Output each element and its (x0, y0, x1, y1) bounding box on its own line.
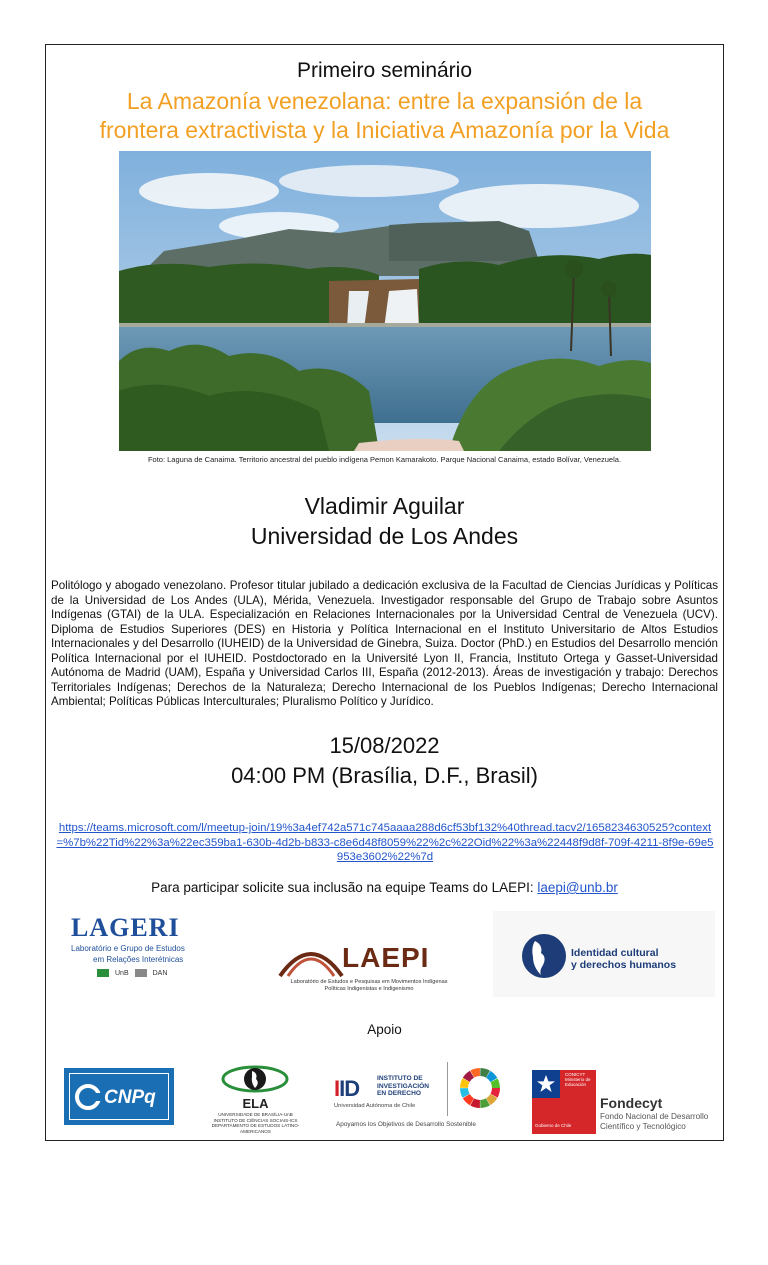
event-time: 04:00 PM (Brasília, D.F., Brasil) (231, 763, 538, 788)
photo-caption: Foto: Laguna de Canaima. Territorio ancestral del pueblo indígena Pemon Kamarakoto. Parque Nacional Canaima, estado Bolívar, Venezuela. (147, 455, 622, 464)
iid-university: Universidad Autónoma de Chile (334, 1103, 416, 1109)
gov-top-label: CONICYT Ministerio de Educación (565, 1072, 591, 1087)
canaima-lagoon-photo (119, 151, 651, 451)
laepi-logo (274, 938, 464, 998)
iid-letter-i: I (334, 1076, 340, 1101)
cnpq-wordmark: CNPq (104, 1087, 156, 1108)
support-heading: Apoio (367, 1022, 402, 1037)
ela-globe-icon (220, 1063, 290, 1095)
teams-meeting-link[interactable]: https://teams.microsoft.com/l/meetup-join/19%3a4ef742a571c745aaaa288d6cf53bf132%40thread.tacv2/1658234630525?context=%7b%22Tid%22%3a%22ec359ba1-630b-4d2b-b833-c8e6d48f8059%22%2c%22Oid%22%3a%22448f9d8f-709f-4211-8f9e-69e5953e3602%22%7d (56, 822, 714, 863)
sdg-wheel-icon (458, 1066, 502, 1110)
iid-name (377, 1075, 429, 1098)
seminar-label: Primeiro seminário (296, 59, 473, 82)
identidad-line2: y derechos humanos (571, 959, 677, 971)
seminar-title-line1: La Amazonía venezolana: entre la expansión de la (126, 88, 643, 114)
ela-subtitle (198, 1112, 313, 1134)
unb-flag-icon (97, 969, 109, 977)
speaker-name: Vladimir Aguilar (304, 493, 465, 519)
iid-name-line3: EN DERECHO (377, 1090, 421, 1097)
event-date: 15/08/2022 (329, 733, 440, 758)
contact-email-link[interactable]: laepi@unb.br (537, 880, 618, 895)
dan-label: DAN (152, 969, 168, 977)
lageri-line2: em Relações Interétnicas (93, 955, 184, 964)
lageri-line1: Laboratório e Grupo de Estudos (71, 944, 185, 953)
gov-red-block-bottom (532, 1098, 596, 1134)
landscape-illustration (119, 151, 651, 451)
laepi-subtitle-line2: Políticas Indigenistas e Indigenismo (324, 986, 414, 992)
poster-frame (45, 44, 724, 1141)
identidad-cultural-logo (493, 911, 715, 997)
ela-subtitle-line3: DEPARTAMENTO DE ESTUDOS LATINO-AMERICANOS (211, 1123, 300, 1134)
ela-logo (198, 1063, 313, 1133)
seminar-title (46, 87, 723, 145)
laepi-subtitle (274, 979, 464, 993)
chile-star-icon (536, 1074, 556, 1094)
lageri-wordmark: LAGERI (71, 913, 180, 942)
iid-name-line1: INSTITUTO DE (377, 1075, 423, 1082)
laepi-subtitle-line1: Laboratório de Estudos e Pesquisas em Movimentos Indígenas (290, 979, 448, 985)
iid-name-line2: INVESTIGACIÓN (377, 1082, 430, 1090)
cnpq-logo (64, 1068, 174, 1125)
fondecyt-subtitle (600, 1112, 708, 1131)
iid-abbreviation (334, 1076, 359, 1102)
participation-instructions (46, 880, 723, 895)
laepi-arch-icon (278, 940, 344, 978)
ela-subtitle-line1: UNIVERSIDADE DE BRASÍLIA-UnB (218, 1112, 293, 1117)
fondecyt-subtitle-line1: Fondo Nacional de Desarrollo (600, 1112, 709, 1121)
lageri-logo (71, 913, 201, 998)
speaker-institution: Universidad de Los Andes (250, 523, 519, 549)
speaker-bio: Politólogo y abogado venezolano. Profesor titular jubilado a dedicación exclusiva de la Facultad de Ciencias Jurídicas y Políticas de la Universidad de Los Andes (ULA), Mérida, Venezuela. Investigador responsable del Grupo de Trabajo sobre Asuntos Indígenas (GTAI) de la ULA. Especialización en Relaciones Internacionales por la Universidad Central de Venezuela (UCV). Diploma de Estudios Superiores (DES) en Historia y Política Internacional en el Instituto Universitario de Altos Estudios Internacionales y del Desarrollo (IUHEID) de la Universidad de Ginebra, Suiza. Doctor (PhD.) en Estudios del Desarrollo mención Política Internacional por el IUHEID. Postdoctorado en la Université Lyon II, Francia, Instituto Ortega y Gasset-Universidad Autónoma de Madrid (UAM), España y Universidad Carlos III, España (2012-2013). Áreas de investigación y trabajo: Derechos Territoriales Indígenas; Derechos de la Naturaleza; Derecho Internacional de los Pueblos Indígenas; Derecho Internacional Ambiental; Políticas Públicas Interculturales; Pluralismo Político y Jurídico. (51, 579, 718, 708)
gobierno-de-chile-emblem (532, 1070, 596, 1134)
event-datetime (46, 731, 723, 791)
iid-logo (334, 1062, 514, 1134)
cnpq-emblem-icon (74, 1083, 102, 1111)
ela-subtitle-line2: INSTITUTO DE CIÊNCIAS SOCIAIS-ICS (213, 1117, 298, 1123)
gov-bottom-label: Gobierno de Chile (535, 1123, 572, 1128)
speaker-block (46, 491, 723, 551)
ela-wordmark: ELA (242, 1096, 269, 1111)
iid-separator (447, 1062, 448, 1116)
globe-icon (521, 933, 567, 979)
identidad-line1: Identidad cultural (571, 947, 659, 959)
seminar-title-line2: frontera extractivista y la Iniciativa Amazonía por la Vida (99, 117, 670, 143)
iid-sdg-statement: Apoyamos los Objetivos de Desarrollo Sostenible (336, 1121, 476, 1128)
dan-flag-icon (135, 969, 147, 977)
fondecyt-logo (532, 1068, 722, 1134)
fondecyt-subtitle-line2: Científico y Tecnológico (600, 1121, 686, 1131)
laepi-wordmark: LAEPI (342, 942, 430, 973)
participation-text: Para participar solicite sua inclusão na equipe Teams do LAEPI: (151, 880, 538, 895)
fondecyt-wordmark: Fondecyt (600, 1095, 663, 1111)
iid-letters-id: ID (339, 1076, 360, 1101)
unb-label: UnB (115, 969, 129, 977)
identidad-text (571, 947, 676, 971)
lageri-affiliations (71, 969, 201, 977)
